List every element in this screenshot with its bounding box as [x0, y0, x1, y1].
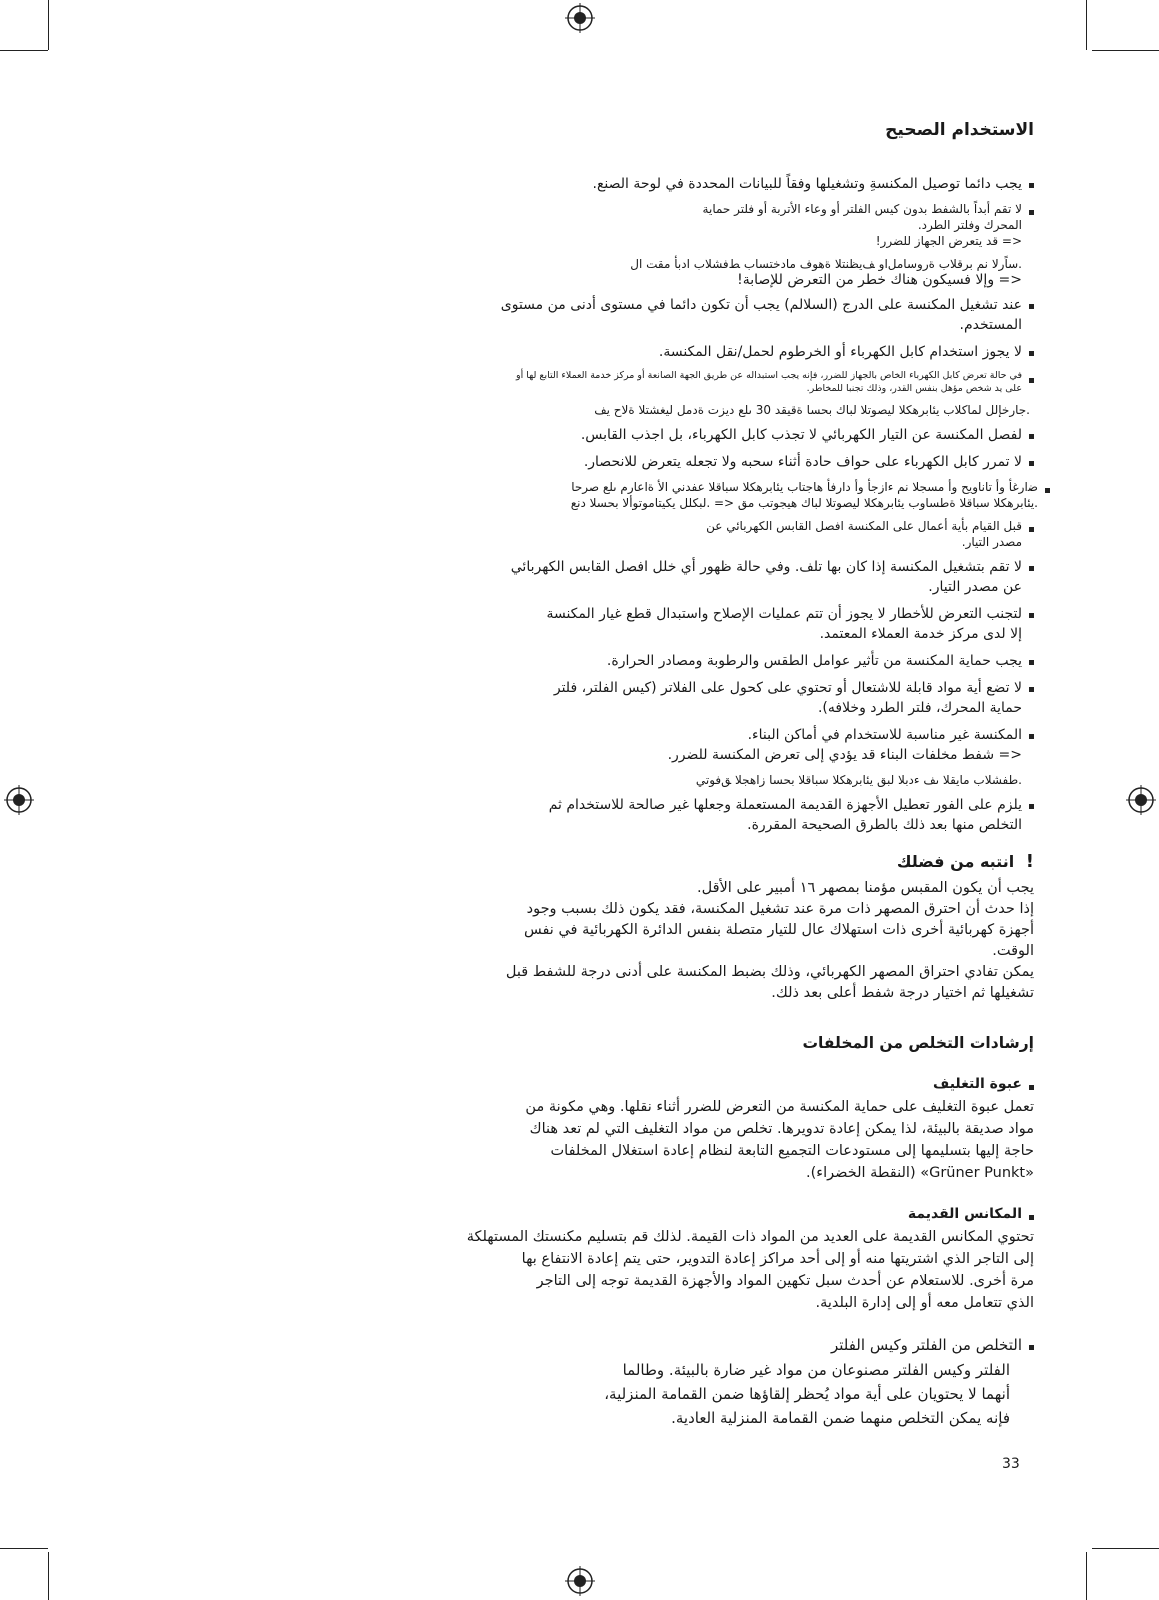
list-item: لا تمرر كابل الكهرباء على حواف حادة أثناء سحبه ولا تجعله يتعرض للانحصار.: [318, 452, 1034, 472]
section-title: إرشادات التخلص من المخلفات: [802, 1034, 1034, 1052]
crop-mark: [48, 1552, 49, 1600]
crop-mark: [1092, 50, 1159, 51]
warning-text: يجب أن يكون المقبس مؤمنا بمصهر ١٦ أمبير على الأقل. إذا حدث أن احترق المصهر ذات مرة عند تشغيل المكنسة، فقد يكون ذلك بسبب وجود أجهزة كهربائية أخرى ذات استهلاك عال للتيار متصلة بنفس الدائرة الكهربائية في نفس الوقت. يمكن تفادي احتراق المصهر الكهربائي، وذلك بضبط المكنسة على أدنى درجة للشفط قبل تشغيلها ثم اختيار درجة شفط أعلى بعد ذلك.: [505, 880, 1034, 1001]
list-item: يلزم على الفور تعطيل الأجهزة القديمة المستعملة وجعلها غير صالحة للاستخدام ثم التخلص منها بعد ذلك بالطرق الصحيحة المقررة.: [318, 795, 1034, 835]
list-item: يجب دائما توصيل المكنسةِ وتشغيلها وفقاً للبيانات المحددة في لوحة الصنع.: [318, 174, 1034, 194]
list-item: ﺿارغأ وأ تاناويح وأ مسجلا نم ءازجأ وأ دارفأ هاجتاب يئابرهكلا سباقلا عفدني الأ ةاعارم ىلع صرحا .يئابرهكلا سباقلا ةطساوب يئابرهكلا ليصوتلا لباك هيجوتب مق <= .لبكلل يكيتاموتوألا بحسلا دنع: [318, 479, 1050, 511]
list-item: لفصل المكنسة عن التيار الكهربائي لا تجذب كابل الكهرباء، بل اجذب القابس.: [318, 425, 1034, 445]
list-item: لا تقم بتشغيل المكنسة إذا كان بها تلف. وفي حالة ظهور أي خلل افصل القابس الكهربائي عن مصدر التيار.: [318, 557, 1034, 597]
list-item: يجب حماية المكنسة من تأثير عوامل الطقس والرطوبة ومصادر الحرارة.: [318, 651, 1034, 671]
list-item: لا يجوز استخدام كابل الكهرباء أو الخرطوم لحمل/نقل المكنسة.: [318, 342, 1034, 362]
subsection-text: تعمل عبوة التغليف على حماية المكنسة من التعرض للضرر أثناء نقلها. وهي مكونة من مواد صديقة بالبيئة، لذا يمكن إعادة تدويرها. تخلص من مواد التغليف التي لم تعد هناك حاجة إليها بتسليمها إلى مستودعات التجميع التابعة لنظام إعادة استغلال المخلفات «Grüner Punkt» (النقطة الخضراء).: [525, 1099, 1034, 1181]
registration-mark-icon: [565, 3, 595, 33]
crop-mark: [48, 0, 49, 50]
list-item: عند تشغيل المكنسة على الدرج (السلالم) يجب أن تكون دائما في مستوى أدنى من مستوى المستخدم.: [318, 295, 1034, 335]
safety-list: [318, 174, 1038, 835]
list-item: لتجنب التعرض للأخطار لا يجوز أن تتم عمليات الإصلاح واستبدال قطع غيار المكنسة إلا لدى مركز خدمة العملاء المعتمد.: [318, 604, 1034, 644]
list-item: لا تقم أبداً بالشفط بدون كيس الفلتر أو وعاء الأتربة أو فلتر حماية المحرك وفلتر الطرد. <= قد يتعرض الجهاز للضرر!: [318, 201, 1034, 249]
warning-heading: ! انتبه من فضلك: [896, 851, 1034, 872]
list-item: .جارخإلل لماكلاب يئابرهكلا ليصوتلا لباك بحسا ةقيقد 30 ىلع ديزت ةدمل ليغشتلا ةلاح يف: [594, 403, 1030, 417]
list-item: في حالة تعرض كابل الكهرباء الخاص بالجهاز للضرر، فإنه يجب استبداله عن طريق الجهة الصانعة أو مركز خدمة العملاء التابع لها أو على يد شخص مؤهل بنفس القدر، وذلك تجنبا للمخاطر.: [318, 369, 1034, 395]
list-item: المكنسة غير مناسبة للاستخدام في أماكن البناء. <= شفط مخلفات البناء قد يؤدي إلى تعرض المكنسة للضرر.: [318, 725, 1034, 765]
registration-mark-icon: [565, 1566, 595, 1596]
page-number: 33: [1002, 1456, 1020, 1472]
crop-mark: [1092, 1548, 1159, 1549]
subsection-title: التخلص من الفلتر وكيس الفلتر: [318, 1336, 1034, 1354]
list-item: .طفشلاب مايقلا ىف ءدبلا لبق يئابرهكلا سباقلا بحسا زاهجلا ﻖفوتي: [695, 773, 1022, 787]
page-content: [318, 120, 1038, 1452]
page-title: الاستخدام الصحيح: [885, 120, 1034, 140]
subsection-title: عبوة التغليف: [318, 1076, 1034, 1092]
list-item: قبل القيام بأية أعمال على المكنسة افصل القابس الكهربائي عن مصدر التيار.: [318, 518, 1034, 550]
list-item: لا تضع أية مواد قابلة للاشتعال أو تحتوي على كحول على الفلاتر (كيس الفلتر، فلتر حماية المحرك، فلتر الطرد وخلافه).: [318, 678, 1034, 718]
registration-mark-icon: [1126, 785, 1156, 815]
subsection-text: الفلتر وكيس الفلتر مصنوعان من مواد غير ضارة بالبيئة. وطالما أنهما لا يحتويان على أية مواد يُحظر إلقاؤها ضمن القمامة المنزلية، فإنه يمكن التخلص منهما ضمن القمامة المنزلية العادية.: [604, 1361, 1010, 1427]
crop-mark: [1086, 1552, 1087, 1600]
crop-mark: [0, 1548, 48, 1549]
warning-icon: !: [1025, 851, 1034, 872]
crop-mark: [0, 50, 48, 51]
list-item: .ساًرلا نم برقلاب ةروسامل‌او ﻒيظنتلا ةهوف مادختساب ﻂفشلاب ادبأ مقت ال <= وإلا فسيكون هناك خطر من التعرض للإصابة!: [630, 257, 1022, 288]
crop-mark: [1086, 0, 1087, 50]
subsection-title: المكانس القديمة: [318, 1206, 1034, 1222]
registration-mark-icon: [4, 785, 34, 815]
subsection-text: تحتوي المكانس القديمة على العديد من المواد ذات القيمة. لذلك قم بتسليم مكنستك المستهلكة إلى التاجر الذي اشتريتها منه أو إلى أحد مراكز إعادة التدوير، حتى يتم إعادة الانتفاع بها مرة أخرى. للاستعلام عن أحدث سبل تكهين المواد والأجهزة القديمة توجه إلى التاجر الذي تتعامل معه أو إلى إدارة البلدية.: [466, 1229, 1034, 1311]
